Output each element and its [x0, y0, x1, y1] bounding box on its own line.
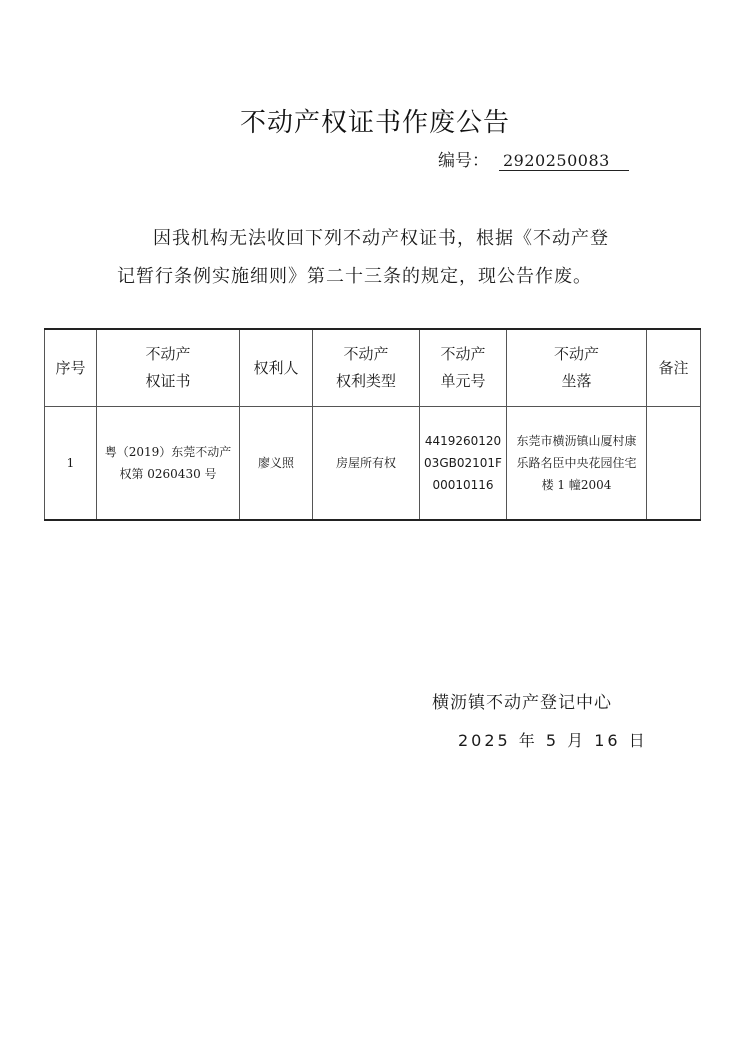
- document-number-label: 编号：: [438, 151, 489, 171]
- cell-right-holder: 廖义照: [240, 407, 313, 521]
- notice-body-line-1: 因我机构无法收回下列不动产权证书，根据《不动产登: [153, 228, 609, 249]
- issue-date: 2025 年 5 月 16 日: [458, 731, 648, 750]
- header-remarks: 备注: [647, 329, 701, 407]
- cell-certificate: 粤（2019）东莞不动产权第 0260430 号: [97, 407, 240, 521]
- header-certificate: 不动产 权证书: [97, 329, 240, 407]
- voided-certificates-table: [44, 328, 701, 521]
- cell-remarks: [647, 407, 701, 521]
- cell-right-type: 房屋所有权: [313, 407, 420, 521]
- document-number-value: 2920250083: [499, 151, 629, 171]
- notice-body-line-2: 记暂行条例实施细则》第二十三条的规定，现公告作废。: [117, 266, 592, 287]
- header-right-holder: 权利人: [240, 329, 313, 407]
- table-header-row: [45, 329, 701, 407]
- table-row: [45, 407, 701, 521]
- notice-body: [117, 220, 645, 296]
- header-right-type: 不动产 权利类型: [313, 329, 420, 407]
- header-unit-number: 不动产 单元号: [420, 329, 507, 407]
- cell-unit-number: 441926012003GB02101F00010116: [420, 407, 507, 521]
- issuing-organization: 横沥镇不动产登记中心: [432, 693, 612, 713]
- header-serial-number: 序号: [45, 329, 97, 407]
- document-number: [438, 146, 629, 171]
- cell-location: 东莞市横沥镇山厦村康乐路名臣中央花园住宅楼 1 幢2004: [507, 407, 647, 521]
- cell-serial-number: 1: [45, 407, 97, 521]
- notice-title: 不动产权证书作废公告: [239, 108, 510, 138]
- header-location: 不动产 坐落: [507, 329, 647, 407]
